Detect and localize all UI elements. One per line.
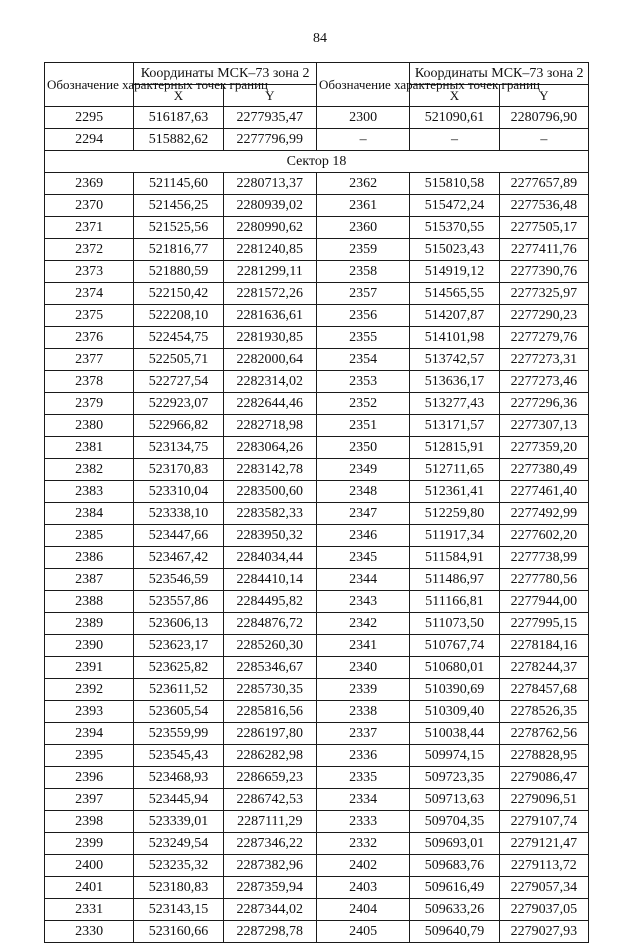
point-id-right: 2332 xyxy=(316,833,409,855)
table-row xyxy=(45,547,589,569)
point-id-right: 2334 xyxy=(316,789,409,811)
table-row xyxy=(45,459,589,481)
x-coord-right: 511073,50 xyxy=(410,613,499,635)
point-id-right: 2345 xyxy=(316,547,409,569)
table-row xyxy=(45,173,589,195)
x-coord-left: 516187,63 xyxy=(134,107,223,129)
table-row xyxy=(45,305,589,327)
x-header-right: X xyxy=(410,85,499,107)
x-coord-right: 509704,35 xyxy=(410,811,499,833)
point-id-left: 2397 xyxy=(45,789,134,811)
x-coord-left: 523339,01 xyxy=(134,811,223,833)
x-coord-right: 510680,01 xyxy=(410,657,499,679)
table-row xyxy=(45,745,589,767)
y-coord-left: 2277935,47 xyxy=(223,107,316,129)
x-coord-right: 511166,81 xyxy=(410,591,499,613)
y-coord-left: 2285730,35 xyxy=(223,679,316,701)
table-row xyxy=(45,833,589,855)
y-coord-left: 2284495,82 xyxy=(223,591,316,613)
point-id-left: 2389 xyxy=(45,613,134,635)
point-id-right: 2362 xyxy=(316,173,409,195)
x-coord-right: 512361,41 xyxy=(410,481,499,503)
y-coord-right: 2277738,99 xyxy=(499,547,588,569)
table-row xyxy=(45,899,589,921)
y-coord-right: 2279037,05 xyxy=(499,899,588,921)
y-coord-left: 2281930,85 xyxy=(223,327,316,349)
y-coord-right: 2278526,35 xyxy=(499,701,588,723)
y-coord-left: 2280990,62 xyxy=(223,217,316,239)
y-coord-right: 2277657,89 xyxy=(499,173,588,195)
point-id-right: 2333 xyxy=(316,811,409,833)
y-coord-left: 2284410,14 xyxy=(223,569,316,591)
table-row xyxy=(45,921,589,943)
x-coord-right: 510309,40 xyxy=(410,701,499,723)
x-coord-left: 523557,86 xyxy=(134,591,223,613)
y-coord-right: 2278457,68 xyxy=(499,679,588,701)
y-coord-left: 2285260,30 xyxy=(223,635,316,657)
x-coord-left: 523249,54 xyxy=(134,833,223,855)
y-coord-right: 2277602,20 xyxy=(499,525,588,547)
point-id-left: 2385 xyxy=(45,525,134,547)
point-id-left: 2372 xyxy=(45,239,134,261)
y-coord-left: 2282000,64 xyxy=(223,349,316,371)
y-coord-left: 2286197,80 xyxy=(223,723,316,745)
y-coord-left: 2287346,22 xyxy=(223,833,316,855)
table-row xyxy=(45,723,589,745)
table-row xyxy=(45,613,589,635)
y-coord-left: 2285816,56 xyxy=(223,701,316,723)
point-id-left: 2378 xyxy=(45,371,134,393)
point-id-left: 2295 xyxy=(45,107,134,129)
point-id-right: – xyxy=(316,129,409,151)
x-coord-left: 523625,82 xyxy=(134,657,223,679)
table-row xyxy=(45,877,589,899)
point-label-header-left: Обозначение характерных точек границ xyxy=(45,63,134,107)
point-id-right: 2339 xyxy=(316,679,409,701)
x-coord-left: 522727,54 xyxy=(134,371,223,393)
table-row xyxy=(45,349,589,371)
x-coord-left: 521880,59 xyxy=(134,261,223,283)
point-id-right: 2355 xyxy=(316,327,409,349)
table-row xyxy=(45,701,589,723)
x-coord-left: 523559,99 xyxy=(134,723,223,745)
point-id-left: 2398 xyxy=(45,811,134,833)
y-coord-left: 2282644,46 xyxy=(223,393,316,415)
y-coord-right: 2277461,40 xyxy=(499,481,588,503)
x-coord-left: 521525,56 xyxy=(134,217,223,239)
x-coord-left: 523180,83 xyxy=(134,877,223,899)
point-id-left: 2294 xyxy=(45,129,134,151)
x-coord-left: 523467,42 xyxy=(134,547,223,569)
point-id-left: 2371 xyxy=(45,217,134,239)
table-row xyxy=(45,437,589,459)
table-row xyxy=(45,129,589,151)
point-id-right: 2346 xyxy=(316,525,409,547)
point-id-left: 2380 xyxy=(45,415,134,437)
point-id-left: 2391 xyxy=(45,657,134,679)
x-coord-right: 515810,58 xyxy=(410,173,499,195)
x-coord-left: 522923,07 xyxy=(134,393,223,415)
x-coord-right: 509616,49 xyxy=(410,877,499,899)
x-coord-right: 509633,26 xyxy=(410,899,499,921)
y-coord-right: 2277290,23 xyxy=(499,305,588,327)
x-coord-right: 515370,55 xyxy=(410,217,499,239)
y-coord-right: 2280796,90 xyxy=(499,107,588,129)
y-coord-left: 2287111,29 xyxy=(223,811,316,833)
point-id-right: 2405 xyxy=(316,921,409,943)
y-coord-left: 2285346,67 xyxy=(223,657,316,679)
table-row xyxy=(45,261,589,283)
x-coord-right: 510767,74 xyxy=(410,635,499,657)
point-id-right: 2352 xyxy=(316,393,409,415)
point-id-right: 2353 xyxy=(316,371,409,393)
point-id-right: 2358 xyxy=(316,261,409,283)
point-id-left: 2394 xyxy=(45,723,134,745)
x-coord-right: 509693,01 xyxy=(410,833,499,855)
x-coord-left: 515882,62 xyxy=(134,129,223,151)
y-coord-left: 2287298,78 xyxy=(223,921,316,943)
y-coord-right: 2277492,99 xyxy=(499,503,588,525)
sector-rows xyxy=(45,173,589,943)
x-coord-left: 521456,25 xyxy=(134,195,223,217)
y-coord-right: – xyxy=(499,129,588,151)
point-id-right: 2348 xyxy=(316,481,409,503)
y-coord-right: 2279057,34 xyxy=(499,877,588,899)
point-id-left: 2373 xyxy=(45,261,134,283)
y-coord-left: 2281240,85 xyxy=(223,239,316,261)
y-coord-left: 2287382,96 xyxy=(223,855,316,877)
y-header-left: Y xyxy=(223,85,316,107)
table-header xyxy=(45,63,589,107)
x-coord-left: 521145,60 xyxy=(134,173,223,195)
point-id-left: 2384 xyxy=(45,503,134,525)
point-id-left: 2395 xyxy=(45,745,134,767)
x-coord-left: 523170,83 xyxy=(134,459,223,481)
table-row xyxy=(45,217,589,239)
table-row xyxy=(45,239,589,261)
point-id-right: 2402 xyxy=(316,855,409,877)
point-id-right: 2359 xyxy=(316,239,409,261)
y-coord-right: 2277380,49 xyxy=(499,459,588,481)
x-coord-left: 523134,75 xyxy=(134,437,223,459)
point-id-right: 2360 xyxy=(316,217,409,239)
y-coord-left: 2284034,44 xyxy=(223,547,316,569)
point-id-right: 2337 xyxy=(316,723,409,745)
y-coord-left: 2283582,33 xyxy=(223,503,316,525)
table-row xyxy=(45,525,589,547)
point-id-right: 2338 xyxy=(316,701,409,723)
table-row xyxy=(45,107,589,129)
point-id-left: 2393 xyxy=(45,701,134,723)
y-coord-right: 2278244,37 xyxy=(499,657,588,679)
x-coord-right: 511584,91 xyxy=(410,547,499,569)
y-coord-left: 2283142,78 xyxy=(223,459,316,481)
x-coord-right: 509974,15 xyxy=(410,745,499,767)
x-coord-right: 513171,57 xyxy=(410,415,499,437)
table-row xyxy=(45,591,589,613)
point-id-left: 2400 xyxy=(45,855,134,877)
y-coord-right: 2279107,74 xyxy=(499,811,588,833)
x-coord-left: 523623,17 xyxy=(134,635,223,657)
x-coord-left: 523447,66 xyxy=(134,525,223,547)
y-coord-right: 2277536,48 xyxy=(499,195,588,217)
table-row xyxy=(45,283,589,305)
point-id-right: 2351 xyxy=(316,415,409,437)
point-id-left: 2401 xyxy=(45,877,134,899)
y-coord-right: 2277411,76 xyxy=(499,239,588,261)
point-id-right: 2344 xyxy=(316,569,409,591)
y-coord-left: 2283950,32 xyxy=(223,525,316,547)
table-row xyxy=(45,393,589,415)
point-id-left: 2330 xyxy=(45,921,134,943)
point-id-left: 2382 xyxy=(45,459,134,481)
coords-header-right: Координаты МСК–73 зона 2 xyxy=(410,63,589,85)
table-row xyxy=(45,811,589,833)
x-coord-right: 509723,35 xyxy=(410,767,499,789)
x-coord-left: 523310,04 xyxy=(134,481,223,503)
sector-row-group xyxy=(45,151,589,173)
table-row xyxy=(45,195,589,217)
y-coord-left: 2283064,26 xyxy=(223,437,316,459)
point-id-left: 2376 xyxy=(45,327,134,349)
y-coord-left: 2284876,72 xyxy=(223,613,316,635)
point-id-right: 2343 xyxy=(316,591,409,613)
table-row xyxy=(45,789,589,811)
y-coord-left: 2281636,61 xyxy=(223,305,316,327)
x-coord-right: 521090,61 xyxy=(410,107,499,129)
point-id-right: 2403 xyxy=(316,877,409,899)
y-coord-left: 2281299,11 xyxy=(223,261,316,283)
x-coord-right: 509640,79 xyxy=(410,921,499,943)
point-id-left: 2331 xyxy=(45,899,134,921)
point-id-right: 2341 xyxy=(316,635,409,657)
x-coord-right: 513277,43 xyxy=(410,393,499,415)
y-coord-right: 2279096,51 xyxy=(499,789,588,811)
point-id-left: 2374 xyxy=(45,283,134,305)
point-id-right: 2357 xyxy=(316,283,409,305)
point-id-right: 2404 xyxy=(316,899,409,921)
x-coord-left: 523605,54 xyxy=(134,701,223,723)
x-coord-right: 512815,91 xyxy=(410,437,499,459)
x-coord-left: 521816,77 xyxy=(134,239,223,261)
x-coord-left: 522150,42 xyxy=(134,283,223,305)
rows-before-sector xyxy=(45,107,589,151)
page-number: 84 xyxy=(313,31,327,46)
y-coord-right: 2277390,76 xyxy=(499,261,588,283)
x-coord-right: 514101,98 xyxy=(410,327,499,349)
x-coord-right: 509683,76 xyxy=(410,855,499,877)
x-coord-left: 523235,32 xyxy=(134,855,223,877)
x-coord-left: 523611,52 xyxy=(134,679,223,701)
point-id-left: 2381 xyxy=(45,437,134,459)
coords-header-left: Координаты МСК–73 зона 2 xyxy=(134,63,317,85)
y-coord-right: 2277359,20 xyxy=(499,437,588,459)
x-coord-right: 511917,34 xyxy=(410,525,499,547)
x-coord-left: 523143,15 xyxy=(134,899,223,921)
x-coord-right: 515023,43 xyxy=(410,239,499,261)
x-coord-left: 523338,10 xyxy=(134,503,223,525)
y-coord-right: 2277296,36 xyxy=(499,393,588,415)
coordinates-table xyxy=(44,62,589,943)
table-row xyxy=(45,481,589,503)
x-coord-right: 513636,17 xyxy=(410,371,499,393)
point-id-right: 2349 xyxy=(316,459,409,481)
y-coord-right: 2277944,00 xyxy=(499,591,588,613)
table-row xyxy=(45,855,589,877)
y-coord-left: 2286659,23 xyxy=(223,767,316,789)
y-coord-right: 2277780,56 xyxy=(499,569,588,591)
y-coord-left: 2287344,02 xyxy=(223,899,316,921)
point-id-left: 2387 xyxy=(45,569,134,591)
y-coord-left: 2286742,53 xyxy=(223,789,316,811)
x-coord-left: 523160,66 xyxy=(134,921,223,943)
x-coord-right: 509713,63 xyxy=(410,789,499,811)
point-id-left: 2379 xyxy=(45,393,134,415)
y-coord-right: 2277505,17 xyxy=(499,217,588,239)
y-coord-right: 2277273,46 xyxy=(499,371,588,393)
point-id-left: 2399 xyxy=(45,833,134,855)
point-id-left: 2390 xyxy=(45,635,134,657)
y-coord-right: 2277307,13 xyxy=(499,415,588,437)
x-coord-left: 522454,75 xyxy=(134,327,223,349)
x-coord-left: 523546,59 xyxy=(134,569,223,591)
y-coord-right: 2279027,93 xyxy=(499,921,588,943)
point-id-left: 2369 xyxy=(45,173,134,195)
point-id-right: 2347 xyxy=(316,503,409,525)
y-coord-left: 2280713,37 xyxy=(223,173,316,195)
x-coord-right: 514207,87 xyxy=(410,305,499,327)
y-coord-left: 2280939,02 xyxy=(223,195,316,217)
x-coord-right: 512259,80 xyxy=(410,503,499,525)
point-id-left: 2396 xyxy=(45,767,134,789)
x-header-left: X xyxy=(134,85,223,107)
table-row xyxy=(45,767,589,789)
x-coord-right: 510390,69 xyxy=(410,679,499,701)
x-coord-left: 523445,94 xyxy=(134,789,223,811)
point-label-header-right: Обозначение характерных точек границ xyxy=(316,63,409,107)
x-coord-right: 510038,44 xyxy=(410,723,499,745)
table-row xyxy=(45,327,589,349)
x-coord-left: 522208,10 xyxy=(134,305,223,327)
x-coord-left: 523468,93 xyxy=(134,767,223,789)
sector-title: Сектор 18 xyxy=(45,151,589,173)
point-id-left: 2377 xyxy=(45,349,134,371)
x-coord-right: 515472,24 xyxy=(410,195,499,217)
y-coord-left: 2282314,02 xyxy=(223,371,316,393)
table-row xyxy=(45,635,589,657)
y-coord-right: 2277995,15 xyxy=(499,613,588,635)
table-row xyxy=(45,503,589,525)
x-coord-right: 511486,97 xyxy=(410,569,499,591)
x-coord-right: 514565,55 xyxy=(410,283,499,305)
point-id-right: 2335 xyxy=(316,767,409,789)
x-coord-left: 523545,43 xyxy=(134,745,223,767)
point-id-left: 2386 xyxy=(45,547,134,569)
x-coord-left: 523606,13 xyxy=(134,613,223,635)
point-id-right: 2340 xyxy=(316,657,409,679)
x-coord-right: 514919,12 xyxy=(410,261,499,283)
y-coord-right: 2279121,47 xyxy=(499,833,588,855)
y-coord-left: 2287359,94 xyxy=(223,877,316,899)
point-id-right: 2336 xyxy=(316,745,409,767)
y-coord-left: 2286282,98 xyxy=(223,745,316,767)
table-row xyxy=(45,657,589,679)
point-id-right: 2300 xyxy=(316,107,409,129)
point-id-left: 2383 xyxy=(45,481,134,503)
y-coord-left: 2283500,60 xyxy=(223,481,316,503)
y-coord-right: 2278828,95 xyxy=(499,745,588,767)
point-id-right: 2342 xyxy=(316,613,409,635)
table-row xyxy=(45,569,589,591)
y-coord-left: 2282718,98 xyxy=(223,415,316,437)
y-coord-right: 2277273,31 xyxy=(499,349,588,371)
point-id-left: 2388 xyxy=(45,591,134,613)
x-coord-right: – xyxy=(410,129,499,151)
y-coord-right: 2278762,56 xyxy=(499,723,588,745)
point-id-left: 2370 xyxy=(45,195,134,217)
point-id-right: 2356 xyxy=(316,305,409,327)
y-coord-right: 2278184,16 xyxy=(499,635,588,657)
point-id-right: 2350 xyxy=(316,437,409,459)
point-id-left: 2375 xyxy=(45,305,134,327)
y-coord-left: 2281572,26 xyxy=(223,283,316,305)
y-coord-right: 2277325,97 xyxy=(499,283,588,305)
x-coord-left: 522505,71 xyxy=(134,349,223,371)
table-row xyxy=(45,371,589,393)
x-coord-right: 512711,65 xyxy=(410,459,499,481)
y-coord-right: 2277279,76 xyxy=(499,327,588,349)
point-id-right: 2354 xyxy=(316,349,409,371)
table-row xyxy=(45,415,589,437)
y-coord-right: 2279086,47 xyxy=(499,767,588,789)
point-id-right: 2361 xyxy=(316,195,409,217)
x-coord-right: 513742,57 xyxy=(410,349,499,371)
x-coord-left: 522966,82 xyxy=(134,415,223,437)
y-header-right: Y xyxy=(499,85,588,107)
table-row xyxy=(45,679,589,701)
point-id-left: 2392 xyxy=(45,679,134,701)
y-coord-left: 2277796,99 xyxy=(223,129,316,151)
y-coord-right: 2279113,72 xyxy=(499,855,588,877)
sector-row xyxy=(45,151,589,173)
